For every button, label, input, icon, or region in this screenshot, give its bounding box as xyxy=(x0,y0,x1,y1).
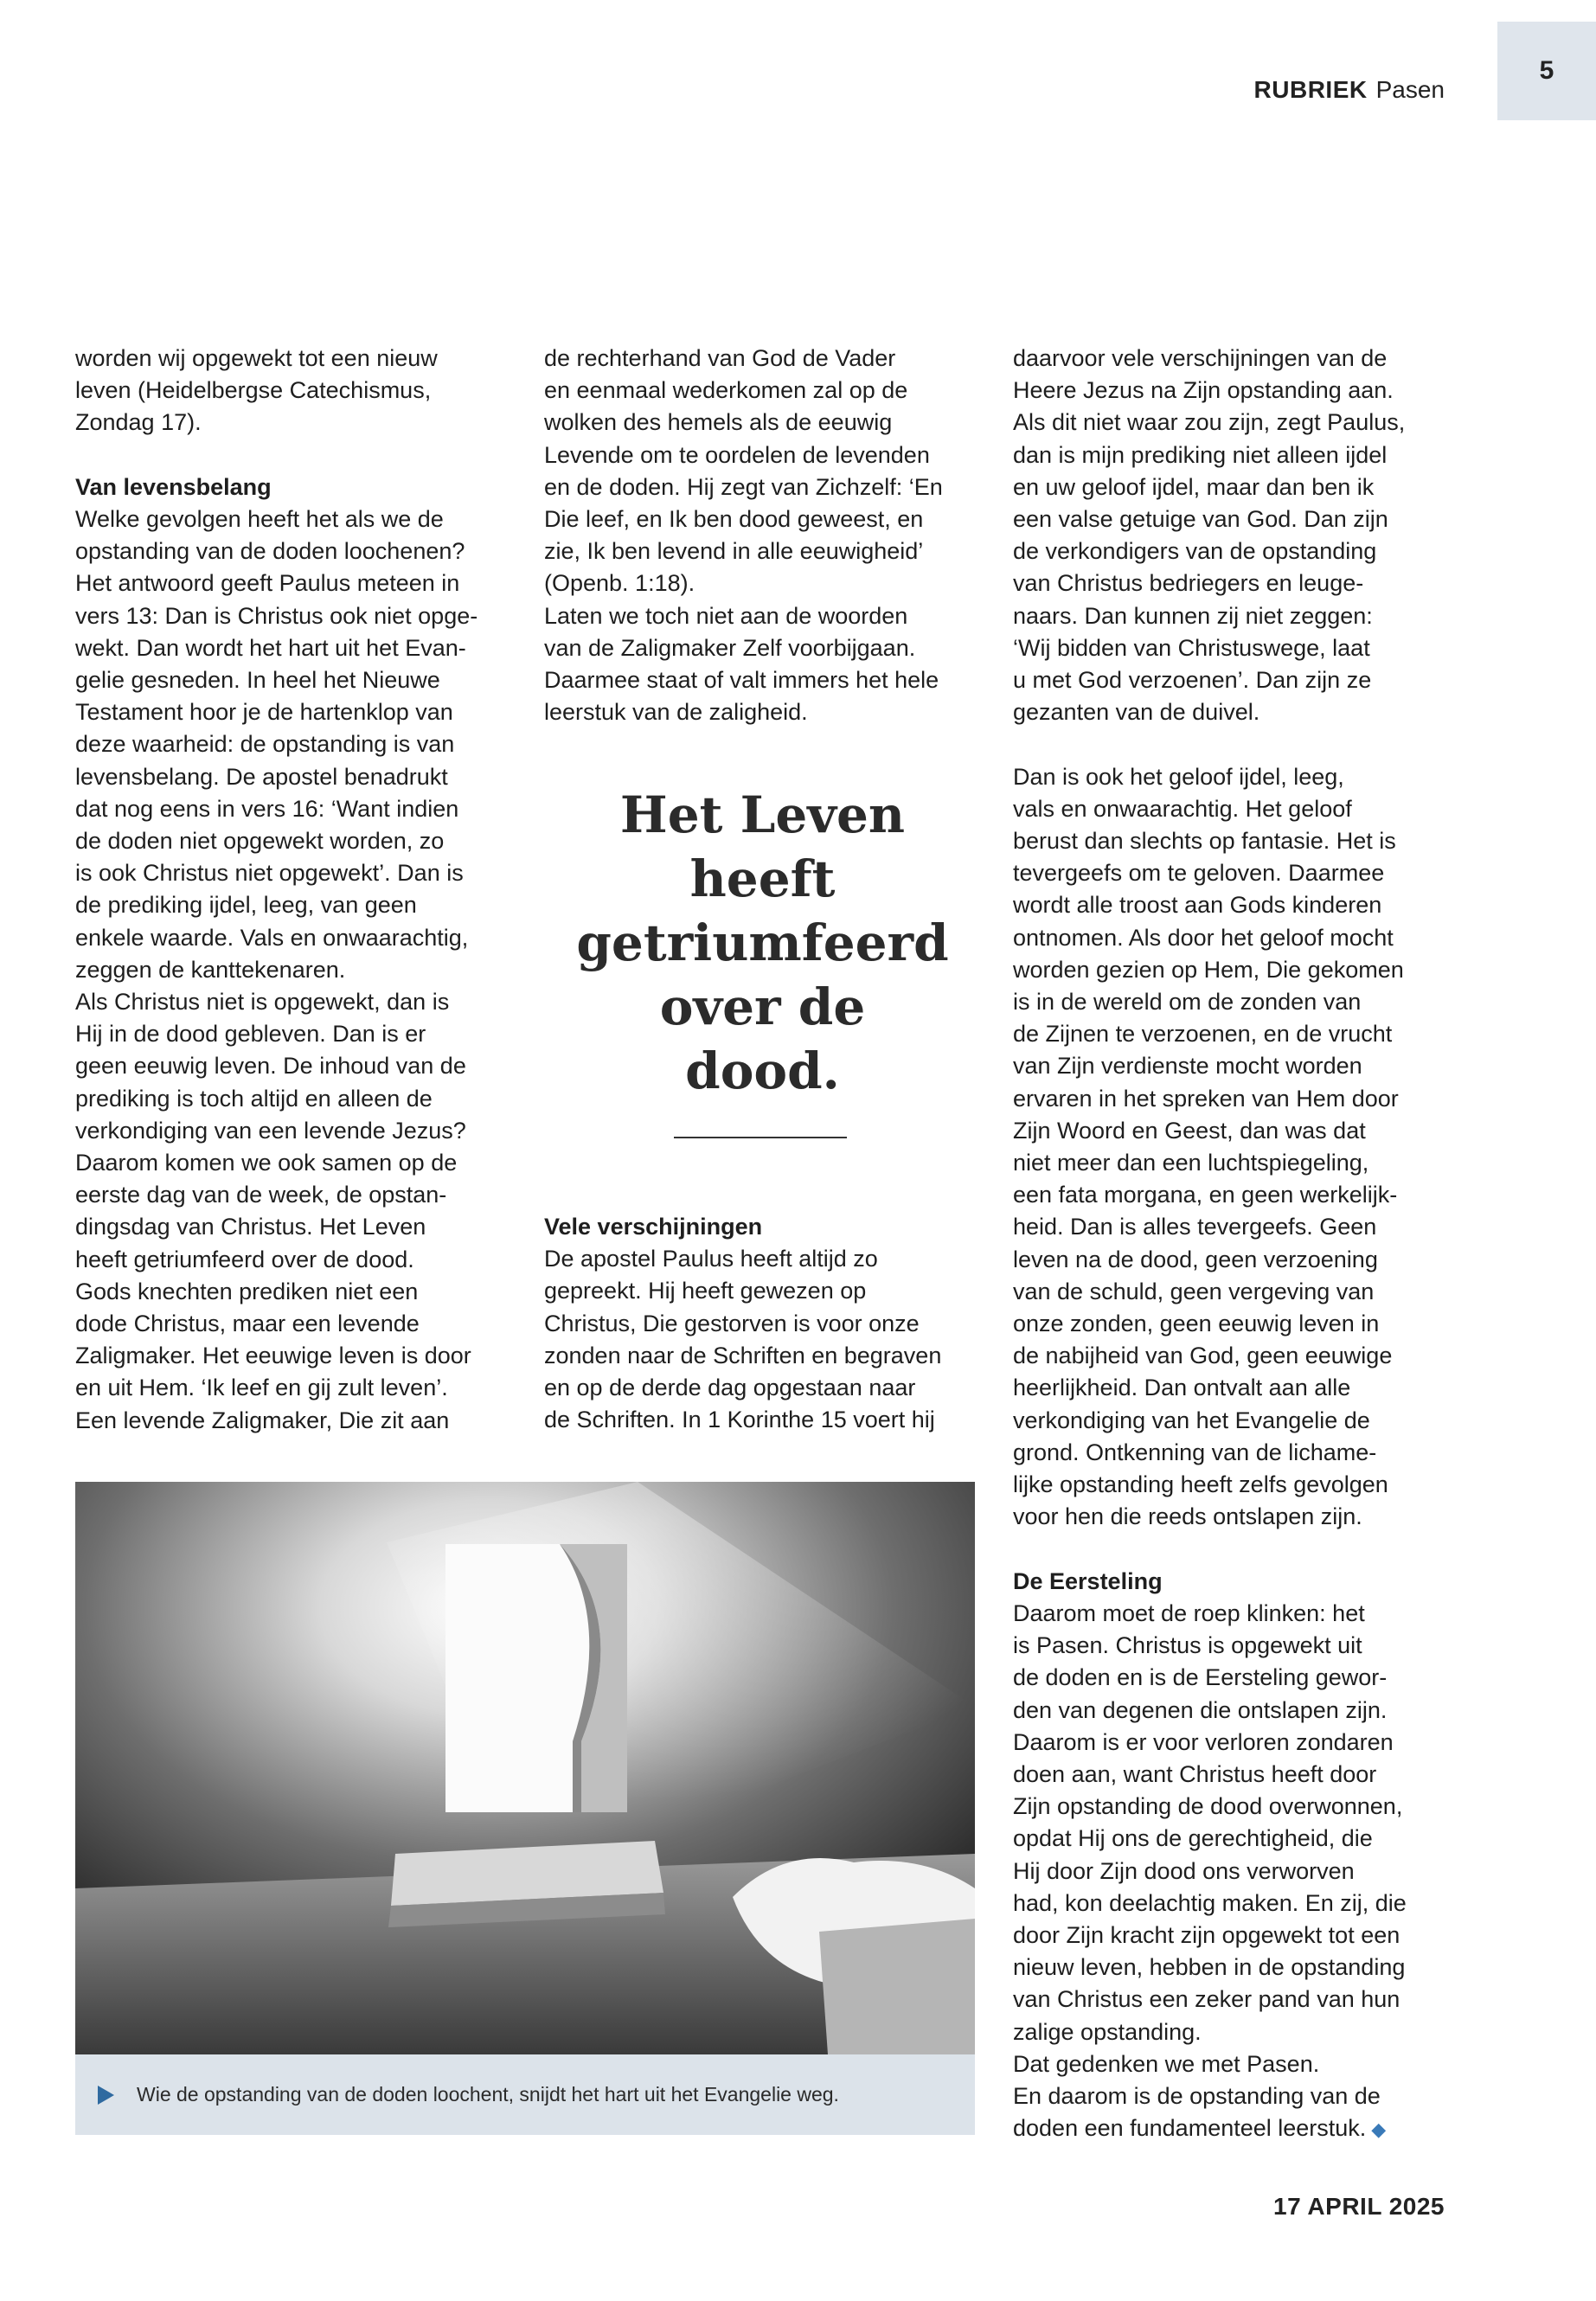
end-mark-icon: ◆ xyxy=(1371,2118,1387,2141)
empty-tomb-photo xyxy=(75,1482,975,2054)
article-column-2-lower xyxy=(544,1211,981,1436)
paragraph xyxy=(1013,2080,1450,2145)
section-name: Pasen xyxy=(1375,76,1445,103)
subheading-vele-verschijningen: Vele verschijningen xyxy=(544,1214,763,1240)
paragraph: daarvoor vele verschijningen van de Heere Jezus na Zijn opstanding aan. Als dit niet waar zou zijn, zegt Paulus, dan is mijn prediking niet alleen ijdel en uw geloof ijdel, maar dan ben ik een valse getuige van God. Dan zijn de verkondigers van de opstanding van Christus bedriegers en leuge- naars. Dan kunnen zij niet zeggen: ‘Wij bidden van Christuswege, laat u met God verzoenen’. Dan zijn ze gezanten van de duivel. xyxy=(1013,345,1406,726)
section-label xyxy=(1254,76,1445,104)
paragraph: Dan is ook het geloof ijdel, leeg, vals en onwaarachtig. Het geloof berust dan slechts op fantasie. Het is tevergeefs om te geloven. Daarmee wordt alle troost aan Gods kinderen ontnomen. Als door het geloof mocht worden gezien op Hem, Die gekomen is in de wereld om de zonden van de Zijnen te verzoenen, en de vrucht van Zijn verdienste mocht worden ervaren in het spreken van Hem door Zijn Woord en Geest, dan was dat niet meer dan een luchtspiegeling, een fata morgana, en geen werkelijk- heid. Dan is alles tevergeefs. Geen leven na de dood, geen verzoening van de schuld, geen vergeving van onze zonden, geen eeuwig leven in de nabijheid van God, geen eeuwige heerlijkheid. Dan ontvalt aan alle verkondiging van het Evangelie de grond. Ontkenning van de lichame- lijke opstanding heeft zelfs gevolgen voor hen die reeds ontslapen zijn. xyxy=(1013,763,1404,1530)
subheading-van-levensbelang: Van levensbelang xyxy=(75,473,272,500)
pull-quote: Het Leven heeft getriumfeerd over de dood. xyxy=(576,785,949,1100)
pull-quote-divider xyxy=(674,1137,847,1138)
article-column-1 xyxy=(75,343,512,1437)
paragraph: worden wij opgewekt tot een nieuw leven (Heidelbergse Catechismus, Zondag 17). xyxy=(75,345,438,436)
photo-caption: Wie de opstanding van de doden loochent, snijdt het hart uit het Evangelie weg. xyxy=(137,2083,839,2106)
closing-text: En daarom is de opstanding van de doden een fundamenteel leerstuk. xyxy=(1013,2082,1381,2142)
issue-date: 17 APRIL 2025 xyxy=(1273,2193,1445,2220)
caption-arrow-icon xyxy=(98,2086,114,2105)
rubriek-label: RUBRIEK xyxy=(1253,76,1368,103)
paragraph: Als Christus niet is opgewekt, dan is Hij in de dood gebleven. Dan is er geen eeuwig leven. De inhoud van de prediking is toch altijd en alleen de verkondiging van een levende Jezus? Daarom komen we ook samen op de eerste dag van de week, de opstan- dingsdag van Christus. Het Leven heeft getriumfeerd over de dood. Gods knechten prediken niet een dode Christus, maar een levende Zaligmaker. Het eeuwige leven is door en uit Hem. ‘Ik leef en gij zult leven’. Een levende Zaligmaker, Die zit aan xyxy=(75,989,471,1433)
subheading-de-eersteling: De Eersteling xyxy=(1013,1567,1163,1594)
paragraph: De apostel Paulus heeft altijd zo gepreekt. Hij heeft gewezen op Christus, Die gestorven is voor onze zonden naar de Schriften en begraven en op de derde dag opgestaan naar de Schriften. In 1 Korinthe 15 voert hij xyxy=(544,1246,942,1433)
paragraph: Daarom moet de roep klinken: het is Pasen. Christus is opgewekt uit de doden en is de Eersteling gewor- den van degenen die ontslapen zijn. Daarom is er voor verloren zondaren doen aan, want Christus heeft door Zijn opstanding de dood overwonnen, opdat Hij ons de gerechtigheid, die Hij door Zijn dood ons verworven had, kon deelachtig maken. En zij, die door Zijn kracht zijn opgewekt tot een nieuw leven, hebben in de opstanding van Christus een zeker pand van hun zalige opstanding. xyxy=(1013,1599,1407,2045)
paragraph: Laten we toch niet aan de woorden van de Zaligmaker Zelf voorbijgaan. Daarmee staat of valt immers het hele leerstuk van de zaligheid. xyxy=(544,602,939,726)
paragraph: de rechterhand van God de Vader en eenmaal wederkomen zal op de wolken des hemels als de eeuwig Levende om te oordelen de levenden en de doden. Hij zegt van Zichzelf: ‘En Die leef, en Ik ben dood geweest, en zie, Ik ben levend in alle eeuwigheid’ (Openb. 1:18). xyxy=(544,345,943,597)
photo-caption-bar xyxy=(75,2054,975,2135)
article-column-3 xyxy=(1013,343,1450,2145)
paragraph: Welke gevolgen heeft het als we de opstanding van de doden loochenen? Het antwoord geeft Paulus meteen in vers 13: Dan is Christus ook niet opge- wekt. Dan wordt het hart uit het Evan- gelie gesneden. In heel het Nieuwe Testament hoor je de hartenklop van deze waarheid: de opstanding is van levensbelang. De apostel benadrukt dat nog eens in vers 16: ‘Want indien de doden niet opgewekt worden, zo is ook Christus niet opgewekt’. Dan is de prediking ijdel, leeg, van geen enkele waarde. Vals en onwaarachtig, zeggen de kanttekenaren. xyxy=(75,506,478,983)
paragraph: Dat gedenken we met Pasen. xyxy=(1013,2050,1320,2077)
page-number-tab xyxy=(1497,22,1596,120)
page-number: 5 xyxy=(1539,56,1554,85)
article-column-2 xyxy=(544,343,981,728)
